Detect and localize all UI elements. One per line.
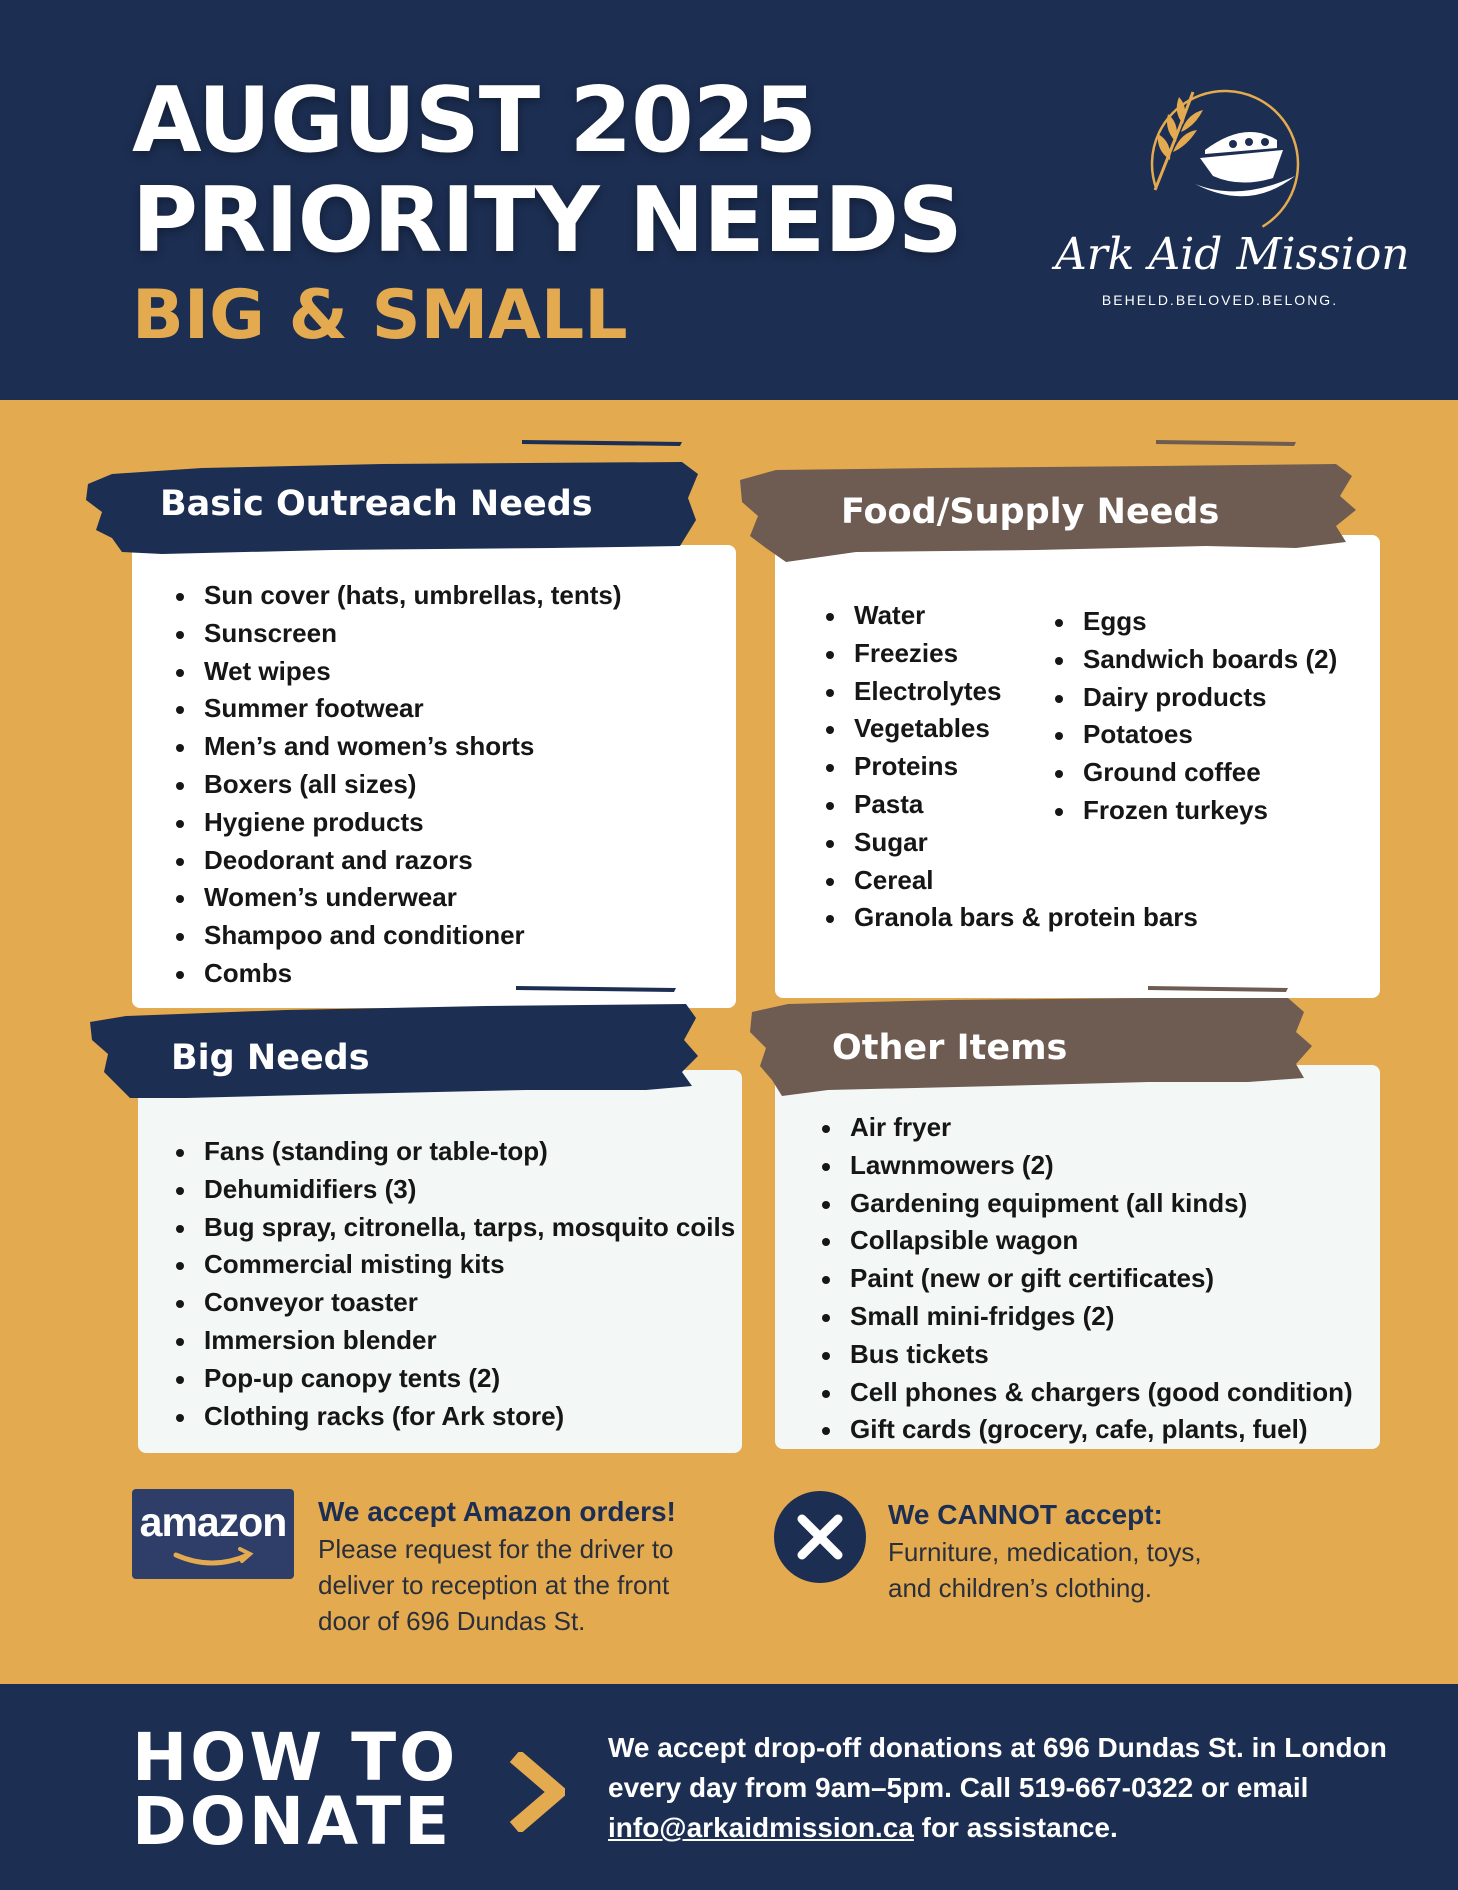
chevron-right-icon — [505, 1752, 565, 1832]
list-item: Dairy products — [1049, 679, 1337, 717]
other-items-list — [816, 1109, 1353, 1449]
list-item: Cereal — [820, 862, 1198, 900]
list-item: Lawnmowers (2) — [816, 1147, 1353, 1185]
amazon-logo-text: amazon — [139, 1499, 287, 1545]
donate-instructions — [608, 1728, 1387, 1848]
list-item: Immersion blender — [170, 1322, 735, 1360]
amazon-body-line3: door of 696 Dundas St. — [318, 1606, 586, 1636]
list-item: Dehumidifiers (3) — [170, 1171, 735, 1209]
list-item: Clothing racks (for Ark store) — [170, 1398, 735, 1436]
amazon-logo — [132, 1489, 294, 1579]
big-needs-banner — [86, 986, 702, 1118]
list-item: Sugar — [820, 824, 1198, 862]
food-supply-list-right — [1049, 603, 1337, 830]
list-item: Electrolytes — [820, 673, 1198, 711]
list-item: Combs — [170, 955, 622, 993]
food-supply-title: Food/Supply Needs — [841, 492, 1220, 532]
amazon-heading: We accept Amazon orders! — [318, 1496, 676, 1527]
page-title-line1: AUGUST 2025 — [132, 68, 816, 173]
list-item: Granola bars & protein bars — [820, 899, 1198, 937]
footer — [0, 1684, 1458, 1890]
donate-line1: We accept drop-off donations at 696 Dundas St. in London — [608, 1732, 1387, 1763]
list-item: Small mini-fridges (2) — [816, 1298, 1353, 1336]
list-item: Water — [820, 597, 1198, 635]
list-item: Fans (standing or table-top) — [170, 1133, 735, 1171]
cannot-accept-line1: Furniture, medication, toys, — [888, 1537, 1202, 1567]
big-needs-title: Big Needs — [171, 1038, 370, 1078]
list-item: Gardening equipment (all kinds) — [816, 1185, 1353, 1223]
list-item: Collapsible wagon — [816, 1222, 1353, 1260]
ark-aid-mission-logo — [1055, 80, 1410, 320]
list-item: Men’s and women’s shorts — [170, 728, 622, 766]
list-item: Boxers (all sizes) — [170, 766, 622, 804]
donate-line2: every day from 9am–5pm. Call 519-667-0322 or email — [608, 1772, 1309, 1803]
list-item: Eggs — [1049, 603, 1337, 641]
list-item: Bug spray, citronella, tarps, mosquito coils — [170, 1209, 735, 1247]
food-supply-banner — [736, 440, 1366, 572]
basic-outreach-list — [170, 577, 622, 993]
list-item: Gift cards (grocery, cafe, plants, fuel) — [816, 1411, 1353, 1449]
amazon-body-line1: Please request for the driver to — [318, 1534, 674, 1564]
how-to-line1: HOW TO — [132, 1719, 459, 1796]
ark-boat-emblem-icon — [1055, 80, 1385, 230]
how-to-line2: DONATE — [132, 1783, 453, 1860]
list-item: Cell phones & chargers (good condition) — [816, 1374, 1353, 1412]
other-items-title: Other Items — [832, 1028, 1068, 1068]
logo-name: Ark Aid Mission — [1055, 229, 1410, 280]
list-item: Sunscreen — [170, 615, 622, 653]
cannot-accept-heading: We CANNOT accept: — [888, 1499, 1163, 1530]
donate-line3 — [608, 1808, 1387, 1848]
header — [0, 0, 1458, 400]
page-subtitle: BIG & SMALL — [132, 276, 628, 355]
list-item: Proteins — [820, 748, 1198, 786]
list-item: Deodorant and razors — [170, 842, 622, 880]
list-item: Pasta — [820, 786, 1198, 824]
donate-line3-rest: for assistance. — [913, 1812, 1118, 1843]
list-item: Frozen turkeys — [1049, 792, 1337, 830]
list-item: Women’s underwear — [170, 879, 622, 917]
big-needs-list — [170, 1133, 735, 1435]
email-link[interactable]: info@arkaidmission.ca — [608, 1812, 914, 1843]
list-item: Shampoo and conditioner — [170, 917, 622, 955]
page-title-line2: PRIORITY NEEDS — [132, 168, 962, 273]
other-items-banner — [748, 986, 1314, 1108]
amazon-smile-icon — [132, 1489, 294, 1579]
list-item: Paint (new or gift certificates) — [816, 1260, 1353, 1298]
list-item: Bus tickets — [816, 1336, 1353, 1374]
logo-tagline: BEHELD.BELOVED.BELONG. — [1101, 292, 1339, 308]
basic-outreach-banner — [82, 440, 702, 568]
list-item: Ground coffee — [1049, 754, 1337, 792]
how-to-donate-heading — [132, 1719, 459, 1860]
list-item: Sun cover (hats, umbrellas, tents) — [170, 577, 622, 615]
list-item: Commercial misting kits — [170, 1246, 735, 1284]
list-item: Summer footwear — [170, 690, 622, 728]
list-item: Pop-up canopy tents (2) — [170, 1360, 735, 1398]
list-item: Hygiene products — [170, 804, 622, 842]
list-item: Wet wipes — [170, 653, 622, 691]
list-item: Air fryer — [816, 1109, 1353, 1147]
list-item: Vegetables — [820, 710, 1198, 748]
list-item: Potatoes — [1049, 716, 1337, 754]
list-item: Freezies — [820, 635, 1198, 673]
list-item: Conveyor toaster — [170, 1284, 735, 1322]
basic-outreach-title: Basic Outreach Needs — [160, 484, 593, 524]
cannot-accept-line2: and children’s clothing. — [888, 1573, 1153, 1603]
close-x-icon — [774, 1491, 866, 1583]
list-item: Sandwich boards (2) — [1049, 641, 1337, 679]
amazon-body-line2: deliver to reception at the front — [318, 1570, 670, 1600]
